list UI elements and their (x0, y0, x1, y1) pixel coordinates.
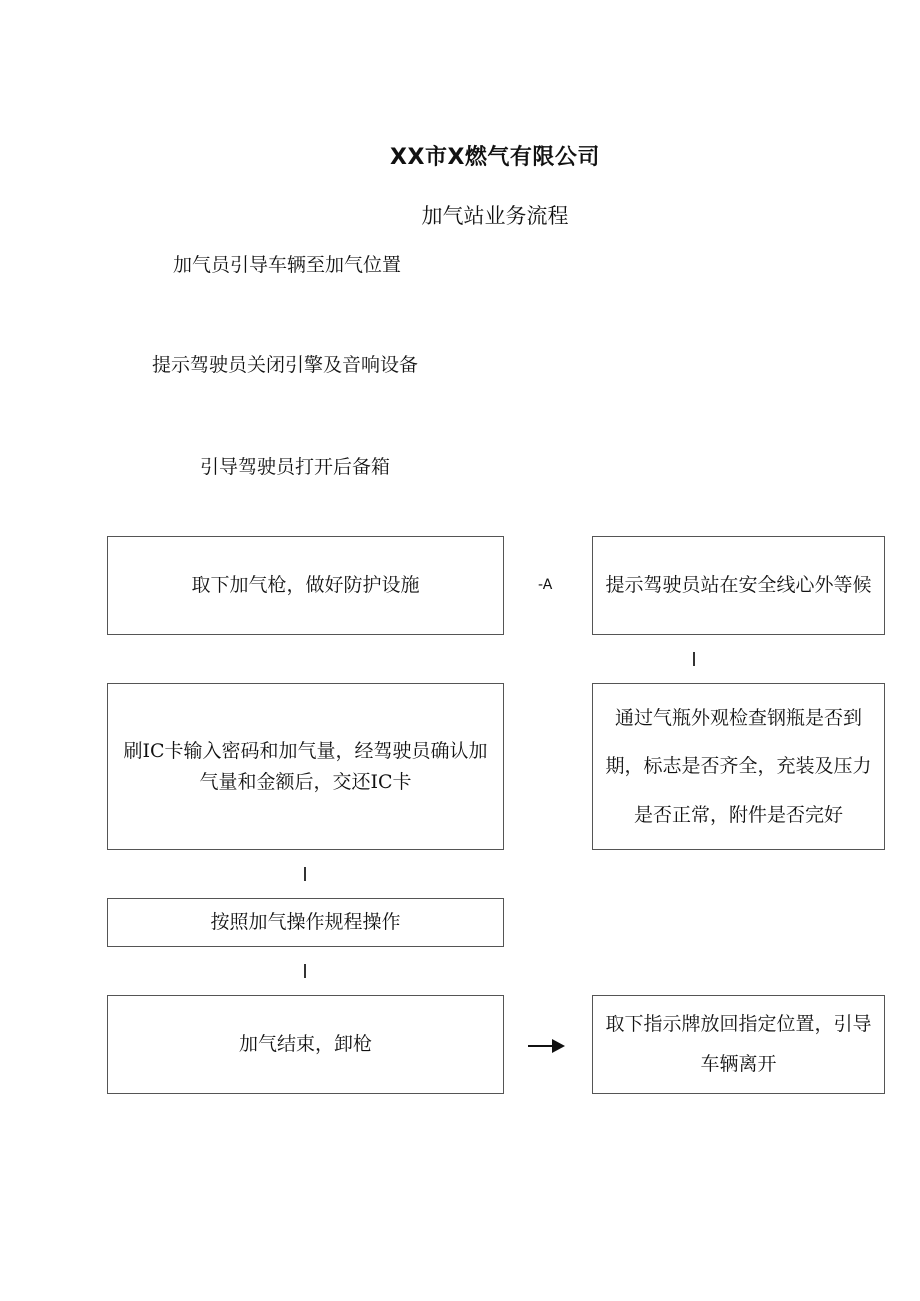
box-safety-line (592, 536, 885, 635)
process-title: 加气站业务流程 (421, 204, 569, 228)
box-inspection-text: 通过气瓶外观检查钢瓶是否到期，标志是否齐全，充装及压力是否正常，附件是否完好 (605, 706, 872, 826)
connector-tick-left-2 (304, 964, 306, 978)
box-operate-text: 按照加气操作规程操作 (210, 911, 401, 934)
arrow-right-icon (552, 1039, 565, 1053)
box-finish (107, 995, 504, 1094)
step-engine-off: 提示驾驶员关闭引擎及音响设备 (152, 354, 419, 376)
company-title: XX市X燃气有限公司 (390, 145, 600, 170)
box-inspection (592, 683, 885, 850)
connector-tick-right (693, 652, 695, 666)
connector-tick-left-1 (304, 867, 306, 881)
box-remove-gun-text: 取下加气枪，做好防护设施 (191, 574, 420, 597)
box-safety-line-text: 提示驾驶员站在安全线心外等候 (605, 573, 872, 596)
box-ic-card-text: 刷IC卡输入密码和加气量，经驾驶员确认加气量和金额后，交还IC卡 (123, 740, 488, 793)
connector-label: -A (538, 577, 553, 593)
box-remove-gun (107, 536, 504, 635)
box-operate (107, 898, 504, 947)
box-leave-text: 取下指示牌放回指定位置，引导车辆离开 (605, 1012, 872, 1075)
box-ic-card (107, 683, 504, 850)
box-leave (592, 995, 885, 1094)
box-finish-text: 加气结束，卸枪 (238, 1033, 372, 1056)
step-open-trunk: 引导驾驶员打开后备箱 (200, 456, 391, 478)
step-guide-vehicle: 加气员引导车辆至加气位置 (173, 254, 402, 276)
arrow-right-line (528, 1045, 554, 1047)
